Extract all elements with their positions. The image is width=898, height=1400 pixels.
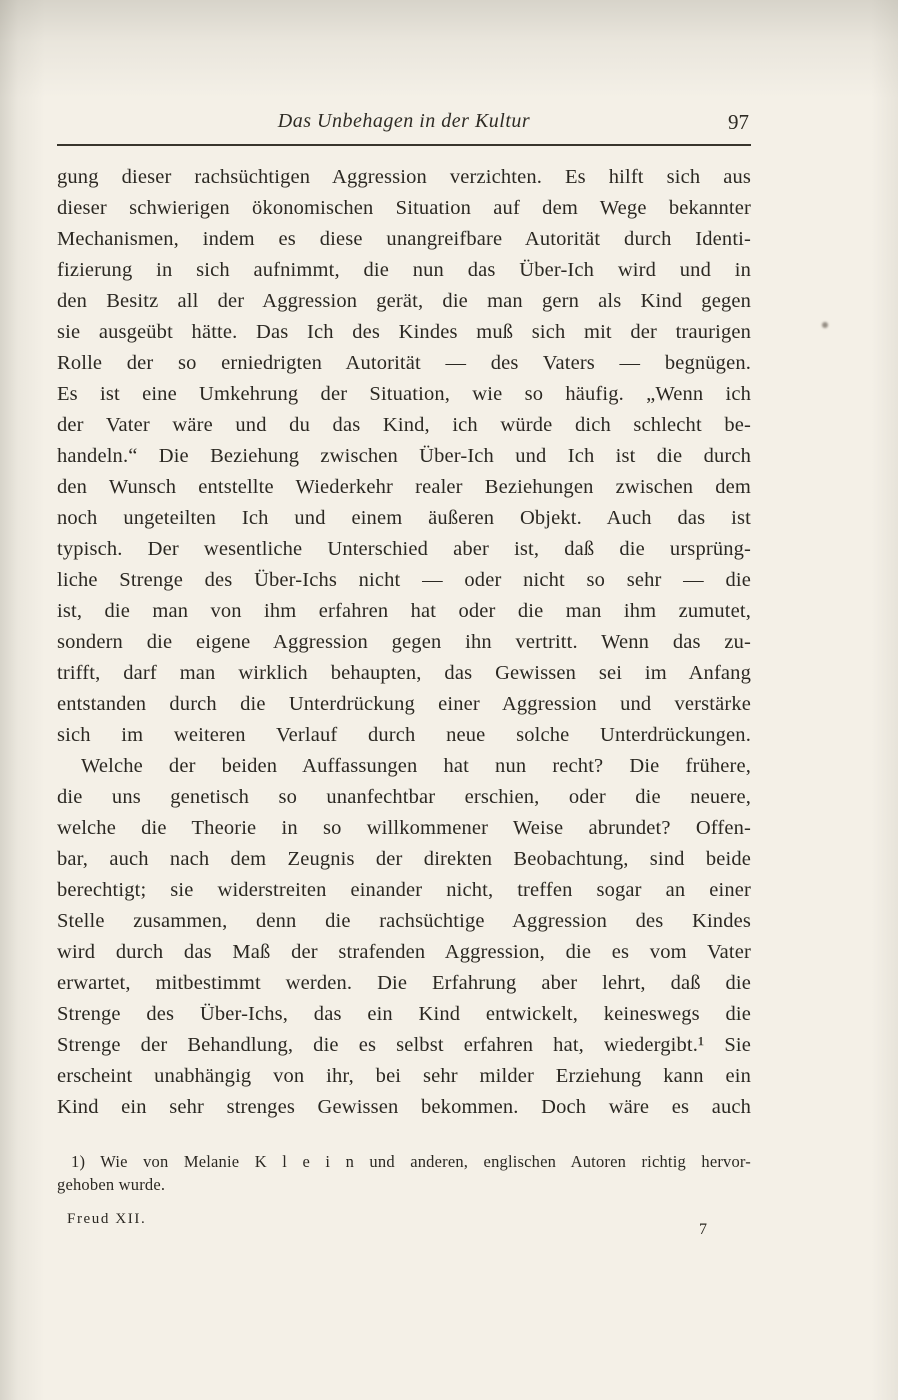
- page-number: 97: [728, 110, 749, 134]
- volume-signature: Freud XII.: [67, 1211, 147, 1227]
- text-line: erwartet, mitbestimmt werden. Die Erfahrung aber lehrt, daß die: [57, 972, 751, 994]
- text-line: Strenge der Behandlung, die es selbst erfahren hat, wiedergibt.¹ Sie: [57, 1034, 751, 1056]
- text-line: Welche der beiden Auffassungen hat nun recht? Die frühere,: [81, 755, 751, 777]
- text-line: sie ausgeübt hätte. Das Ich des Kindes muß sich mit der traurigen: [57, 321, 751, 343]
- text-line: fizierung in sich aufnimmt, die nun das Über-Ich wird und in: [57, 259, 751, 281]
- text-line: Strenge des Über-Ichs, das ein Kind entwickelt, keineswegs die: [57, 1003, 751, 1025]
- text-line: den Wunsch entstellte Wiederkehr realer Beziehungen zwischen dem: [57, 476, 751, 498]
- text-line: erscheint unabhängig von ihr, bei sehr milder Erziehung kann ein: [57, 1065, 751, 1087]
- paragraph: [57, 162, 751, 751]
- sheet-signature: 7: [699, 1221, 707, 1238]
- text-line: Kind ein sehr strenges Gewissen bekommen. Doch wäre es auch: [57, 1096, 751, 1118]
- running-header: [57, 110, 751, 140]
- body-text: [57, 162, 751, 1123]
- text-line: sich im weiteren Verlauf durch neue solche Unterdrückungen.: [57, 724, 751, 746]
- page-footer: [57, 1211, 751, 1245]
- text-line: trifft, darf man wirklich behaupten, das Gewissen sei im Anfang: [57, 662, 751, 684]
- page-title: Das Unbehagen in der Kultur: [277, 110, 531, 132]
- text-line: noch ungeteilten Ich und einem äußeren Objekt. Auch das ist: [57, 507, 751, 529]
- text-line: liche Strenge des Über-Ichs nicht — oder nicht so sehr — die: [57, 569, 751, 591]
- text-line: gung dieser rachsüchtigen Aggression verzichten. Es hilft sich aus: [57, 166, 751, 188]
- footnote-line: gehoben wurde.: [57, 1175, 166, 1194]
- text-line: Rolle der so erniedrigten Autorität — des Vaters — begnügen.: [57, 352, 751, 374]
- text-line: den Besitz all der Aggression gerät, die man gern als Kind gegen: [57, 290, 751, 312]
- text-line: der Vater wäre und du das Kind, ich würde dich schlecht be-: [57, 414, 751, 436]
- text-line: bar, auch nach dem Zeugnis der direkten Beobachtung, sind beide: [57, 848, 751, 870]
- text-line: Mechanismen, indem es diese unangreifbare Autorität durch Identi-: [57, 228, 751, 250]
- text-line: Es ist eine Umkehrung der Situation, wie so häufig. „Wenn ich: [57, 383, 751, 405]
- footnote: [57, 1150, 751, 1196]
- text-line: welche die Theorie in so willkommener Weise abrundet? Offen-: [57, 817, 751, 839]
- text-line: die uns genetisch so unanfechtbar erschien, oder die neuere,: [57, 786, 751, 808]
- text-line: wird durch das Maß der strafenden Aggression, die es vom Vater: [57, 941, 751, 963]
- page-content: [57, 110, 751, 1245]
- text-line: dieser schwierigen ökonomischen Situation auf dem Wege bekannter: [57, 197, 751, 219]
- text-line: ist, die man von ihm erfahren hat oder die man ihm zumutet,: [57, 600, 751, 622]
- scan-artifact-dot: [822, 322, 828, 328]
- paragraph: [57, 751, 751, 1123]
- text-line: Stelle zusammen, denn die rachsüchtige Aggression des Kindes: [57, 910, 751, 932]
- text-line: handeln.“ Die Beziehung zwischen Über-Ich und Ich ist die durch: [57, 445, 751, 467]
- text-line: berechtigt; sie widerstreiten einander nicht, treffen sogar an einer: [57, 879, 751, 901]
- text-line: typisch. Der wesentliche Unterschied aber ist, daß die ursprüng-: [57, 538, 751, 560]
- text-line: sondern die eigene Aggression gegen ihn vertritt. Wenn das zu-: [57, 631, 751, 653]
- header-divider: [57, 144, 751, 146]
- footnote-line: 1) Wie von Melanie K l e i n und anderen, englischen Autoren richtig hervor-: [71, 1152, 751, 1171]
- text-line: entstanden durch die Unterdrückung einer Aggression und verstärke: [57, 693, 751, 715]
